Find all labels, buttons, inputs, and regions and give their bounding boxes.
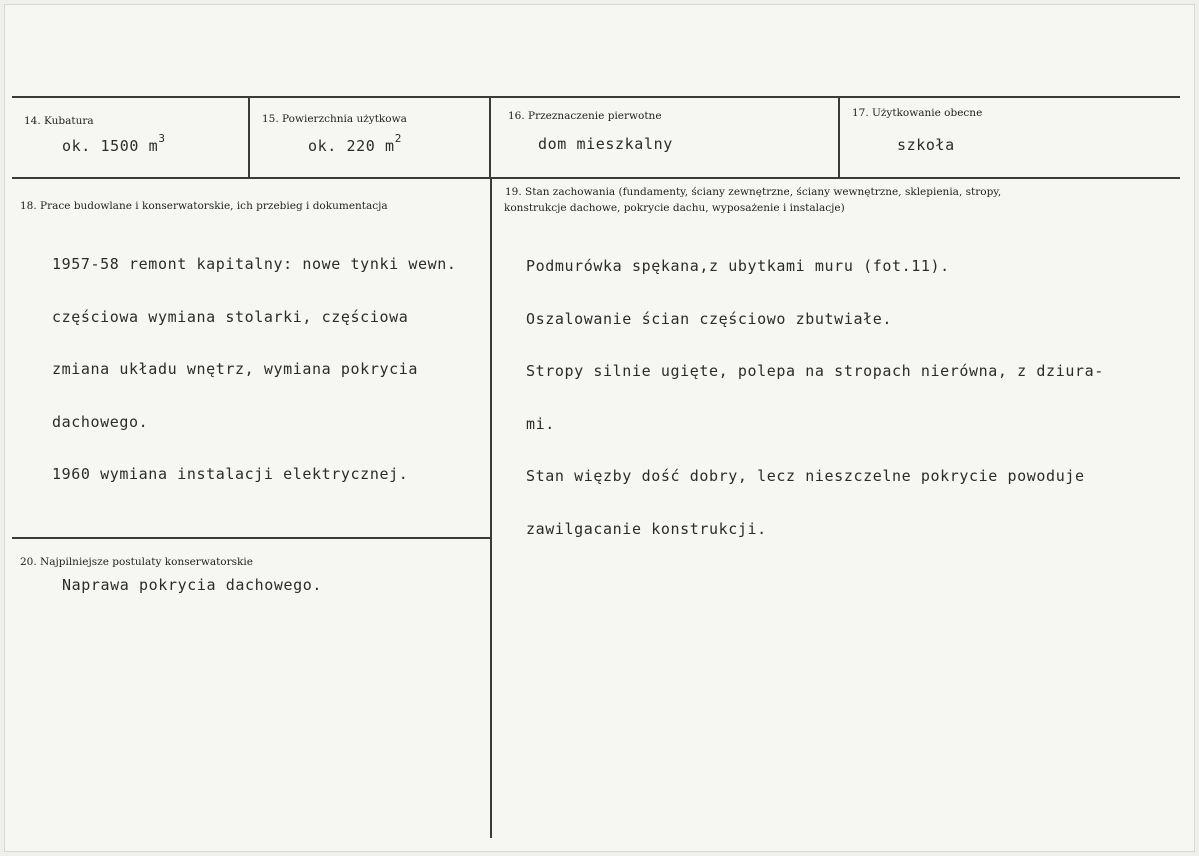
kubatura-value: ok. 1500 $m^3$ (62, 132, 166, 155)
stan-zachowania-text (526, 223, 1104, 556)
row-divider (12, 177, 1180, 179)
stan-line: Podmurówka spękana,z ubytkami muru (fot.11). (526, 257, 950, 275)
stan-line: Oszalowanie ścian częściowo zbutwiałe. (526, 309, 892, 328)
prace-line: dachowego. (52, 412, 149, 431)
prace-line: zmiana układu wnętrz, wymiana pokrycia (52, 360, 418, 378)
stan-line: Stropy silnie ugięte, polepa na stropach nierówna, z dziura- (526, 362, 1104, 380)
top-rule (12, 96, 1180, 98)
prace-budowlane-text (52, 221, 457, 501)
stan-line: mi. (526, 414, 555, 433)
kubatura-label: 14. Kubatura (24, 115, 94, 127)
prace-line: 1960 wymiana instalacji elektrycznej. (52, 465, 409, 483)
kubatura-exponent: 3 (158, 132, 166, 145)
postulaty-label: 20. Najpilniejsze postulaty konserwatorskie (20, 556, 253, 568)
prace-budowlane-label: 18. Prace budowlane i konserwatorskie, ich przebieg i dokumentacja (20, 200, 388, 212)
powierzchnia-label: 15. Powierzchnia użytkowa (262, 113, 407, 125)
stan-line: Stan więzby dość dobry, lecz nieszczelne pokrycie powoduje (526, 467, 1085, 485)
prace-line: 1957-58 remont kapitalny: nowe tynki wewn. (52, 255, 457, 273)
powierzchnia-value: ok. 220 $m^2$ (308, 132, 402, 155)
uzytkowanie-label: 17. Użytkowanie obecne (852, 107, 983, 119)
powierzchnia-exponent: 2 (394, 132, 402, 145)
przeznaczenie-value: dom mieszkalny (538, 135, 673, 153)
prace-line: częściowa wymiana stolarki, częściowa (52, 307, 409, 326)
col-divider-16-17 (838, 97, 840, 177)
uzytkowanie-value: szkoła (897, 136, 955, 154)
postulaty-value: Naprawa pokrycia dachowego. (62, 576, 323, 594)
stan-zachowania-label-2: konstrukcje dachowe, pokrycie dachu, wyposażenie i instalacje) (504, 202, 845, 214)
przeznaczenie-label: 16. Przeznaczenie pierwotne (508, 110, 662, 122)
col-divider-14-15 (248, 97, 250, 177)
stan-line: zawilgacanie konstrukcji. (526, 519, 767, 538)
col-divider-18-19 (490, 178, 492, 838)
stan-zachowania-label-1: 19. Stan zachowania (fundamenty, ściany zewnętrzne, ściany wewnętrzne, sklepienia, stropy, (505, 186, 1002, 198)
col-divider-15-16 (489, 97, 491, 177)
section-20-rule (12, 537, 490, 539)
